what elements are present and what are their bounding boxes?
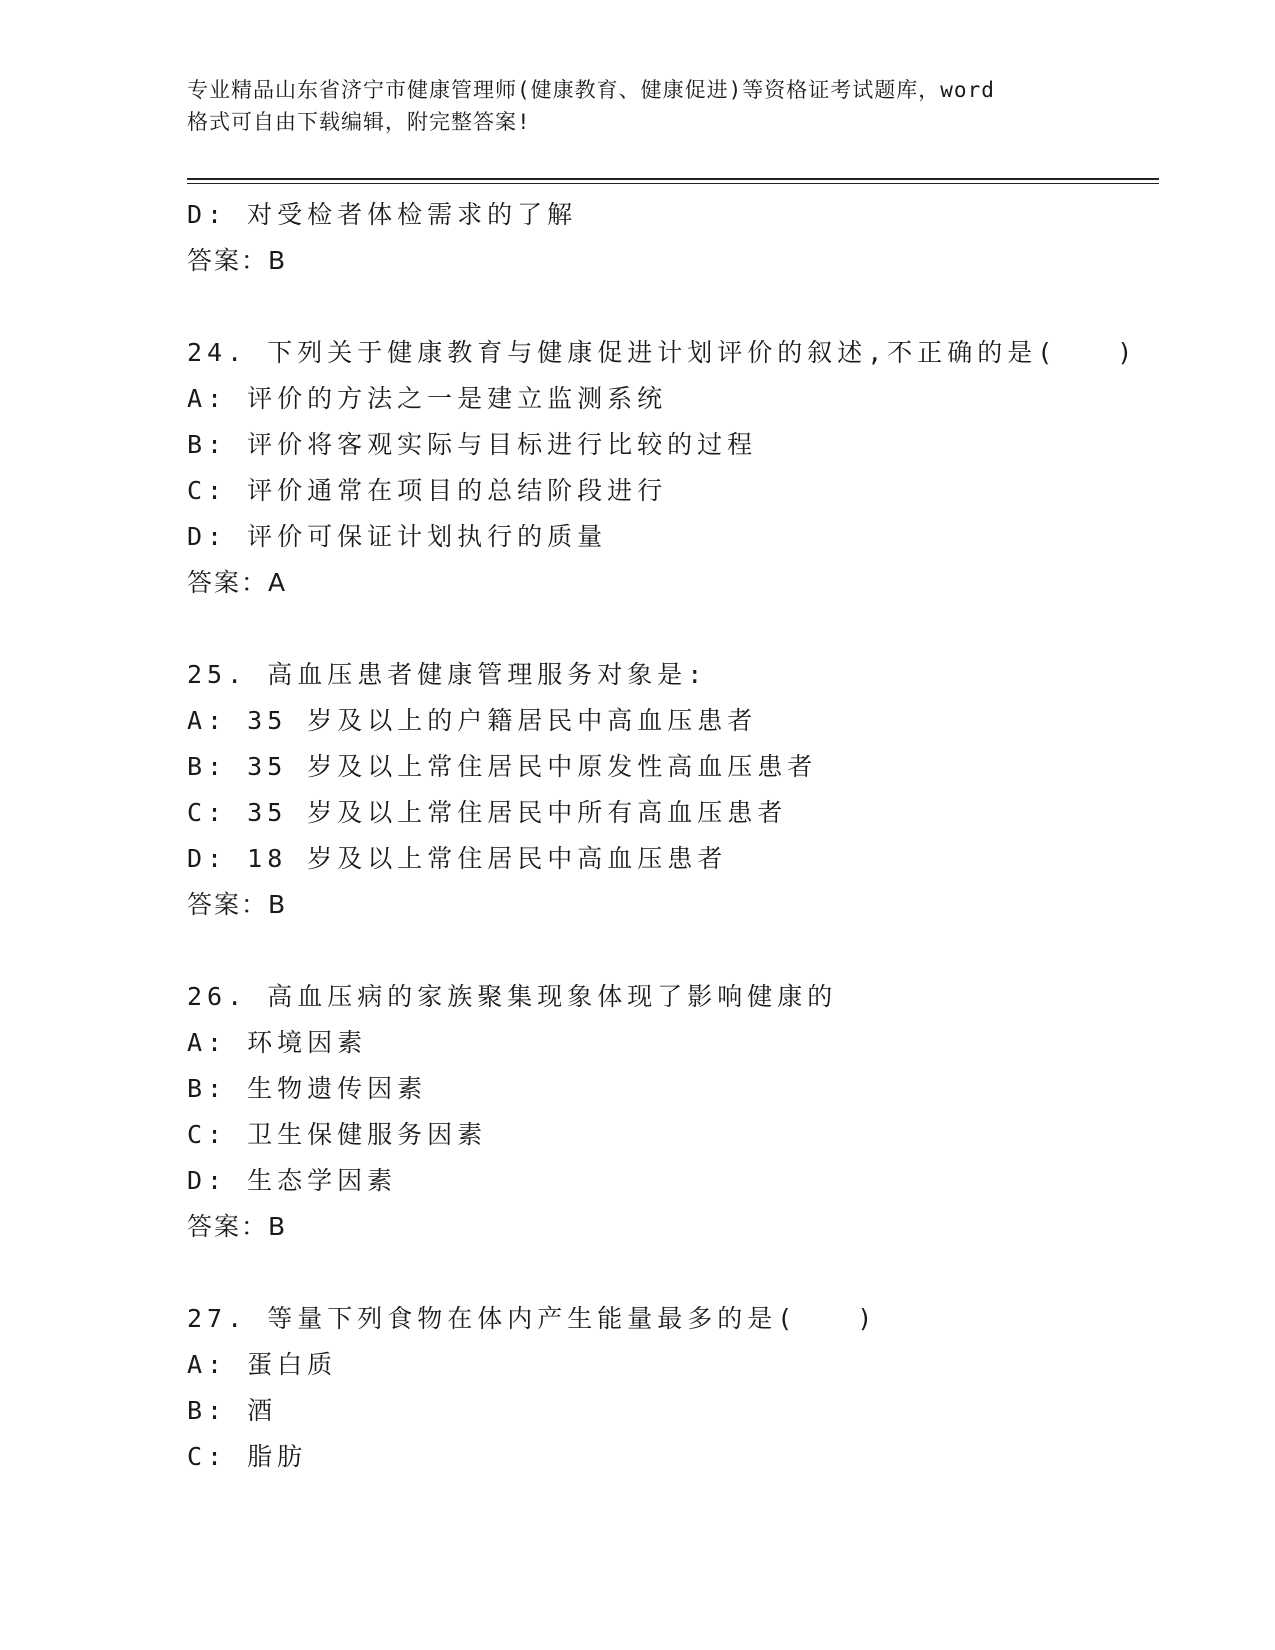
question-24: [187, 330, 1187, 606]
question-26: [187, 974, 1187, 1250]
document-header: [187, 74, 1087, 138]
option-c: C: 卫生保健服务因素: [187, 1120, 488, 1149]
option-d: D: 18 岁及以上常住居民中高血压患者: [187, 844, 728, 873]
header-line-2: 格式可自由下载编辑，附完整答案!: [187, 110, 531, 134]
answer: 答案：A: [187, 568, 288, 597]
header-divider-thick: [187, 178, 1159, 180]
option-a: A: 评价的方法之一是建立监测系统: [187, 384, 668, 413]
option-b: B: 生物遗传因素: [187, 1074, 428, 1103]
question-list: [187, 192, 1187, 1480]
option-b: B: 35 岁及以上常住居民中原发性高血压患者: [187, 752, 818, 781]
option-c: C: 评价通常在项目的总结阶段进行: [187, 476, 668, 505]
question-stem: 26. 高血压病的家族聚集现象体现了影响健康的: [187, 982, 838, 1011]
spacer: [187, 606, 1187, 652]
question-27: [187, 1296, 1187, 1480]
question-25: [187, 652, 1187, 928]
option-a: A: 35 岁及以上的户籍居民中高血压患者: [187, 706, 758, 735]
spacer: [187, 284, 1187, 330]
option-c: C: 35 岁及以上常住居民中所有高血压患者: [187, 798, 788, 827]
answer: 答案：B: [187, 890, 288, 919]
option-b: B: 评价将客观实际与目标进行比较的过程: [187, 430, 758, 459]
spacer: [187, 928, 1187, 974]
option-d: D: 生态学因素: [187, 1166, 398, 1195]
prev-option-d: D: 对受检者体检需求的了解: [187, 200, 578, 229]
option-b: B: 酒: [187, 1396, 278, 1425]
question-stem: 25. 高血压患者健康管理服务对象是:: [187, 660, 708, 689]
option-a: A: 蛋白质: [187, 1350, 338, 1379]
option-c: C: 脂肪: [187, 1442, 308, 1471]
option-d: D: 评价可保证计划执行的质量: [187, 522, 608, 551]
option-a: A: 环境因素: [187, 1028, 368, 1057]
spacer: [187, 1250, 1187, 1296]
question-stem: 27. 等量下列食物在体内产生能量最多的是( ): [187, 1304, 878, 1333]
question-stem: 24. 下列关于健康教育与健康促进计划评价的叙述,不正确的是( ): [187, 338, 1138, 367]
answer: 答案：B: [187, 1212, 288, 1241]
header-line-1: 专业精品山东省济宁市健康管理师(健康教育、健康促进)等资格证考试题库，word: [187, 78, 995, 102]
header-divider-thin: [187, 183, 1159, 184]
prev-answer: 答案：B: [187, 246, 288, 275]
